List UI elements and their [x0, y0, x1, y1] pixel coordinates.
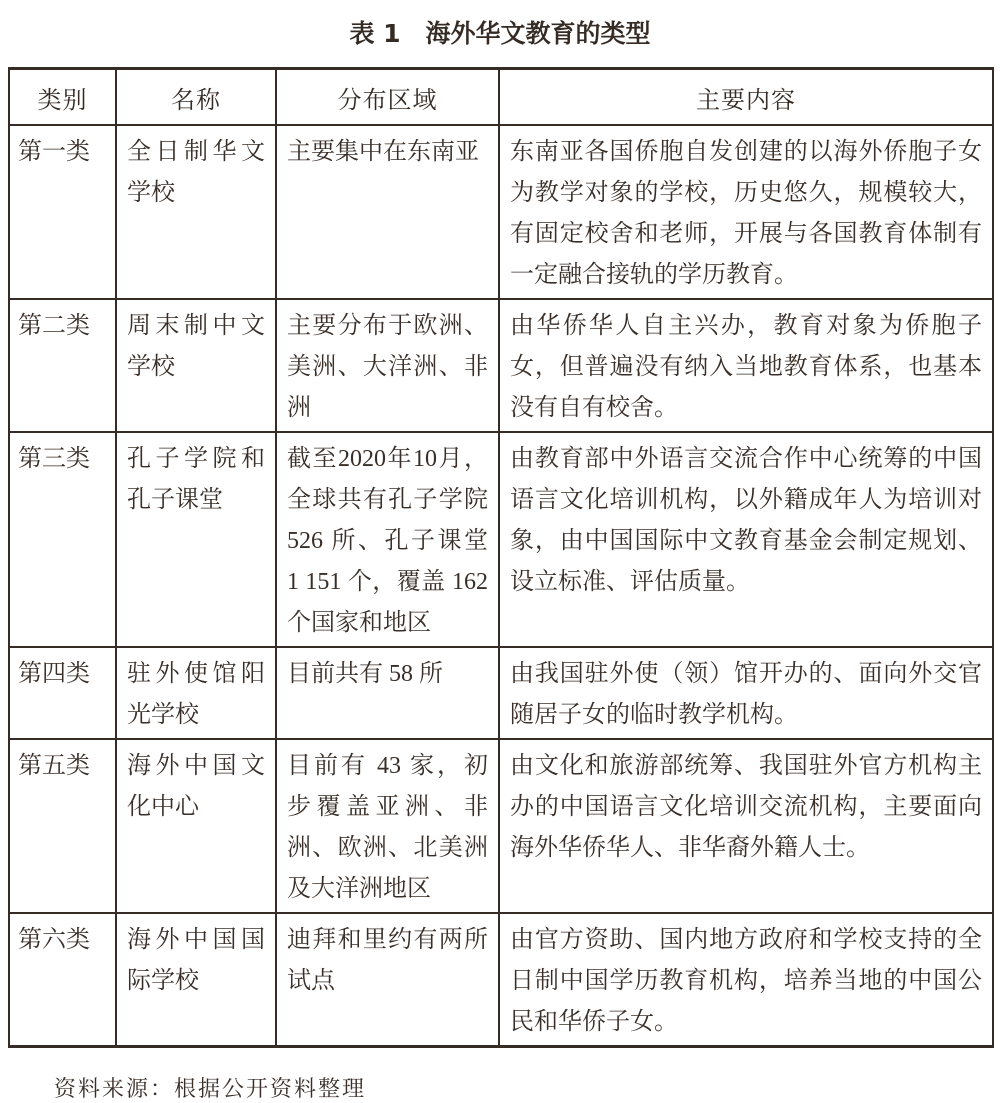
- category-cell: 第四类: [9, 647, 116, 739]
- table-body: [9, 125, 993, 1047]
- name-cell: 海外中国国际学校: [116, 913, 276, 1047]
- content-cell: 东南亚各国侨胞自发创建的以海外侨胞子女为教学对象的学校，历史悠久，规模较大，有固定校舍和老师，开展与各国教育体制有一定融合接轨的学历教育。: [499, 125, 993, 299]
- region-cell: 主要分布于欧洲、美洲、大洋洲、非洲: [276, 299, 499, 432]
- region-cell: 目前有 43 家，初步覆盖亚洲、非洲、欧洲、北美洲及大洋洲地区: [276, 739, 499, 913]
- header-content: 主要内容: [499, 69, 993, 126]
- table-row: [9, 647, 993, 739]
- table-header: [9, 69, 993, 126]
- category-cell: 第二类: [9, 299, 116, 432]
- content-cell: 由教育部中外语言交流合作中心统筹的中国语言文化培训机构，以外籍成年人为培训对象，由中国国际中文教育基金会制定规划、设立标准、评估质量。: [499, 432, 993, 647]
- header-name: 名称: [116, 69, 276, 126]
- name-cell: 孔子学院和孔子课堂: [116, 432, 276, 647]
- content-cell: 由华侨华人自主兴办，教育对象为侨胞子女，但普遍没有纳入当地教育体系，也基本没有自有校舍。: [499, 299, 993, 432]
- table-row: [9, 299, 993, 432]
- table-row: [9, 739, 993, 913]
- education-types-table: [8, 67, 994, 1048]
- category-cell: 第三类: [9, 432, 116, 647]
- category-cell: 第一类: [9, 125, 116, 299]
- source-note: 资料来源：根据公开资料整理: [54, 1076, 367, 1101]
- table-row: [9, 913, 993, 1047]
- table-title: 表 1 海外华文教育的类型: [349, 19, 651, 48]
- content-cell: 由我国驻外使（领）馆开办的、面向外交官随居子女的临时教学机构。: [499, 647, 993, 739]
- table-row: [9, 432, 993, 647]
- name-cell: 海外中国文化中心: [116, 739, 276, 913]
- region-cell: 主要集中在东南亚: [276, 125, 499, 299]
- content-cell: 由文化和旅游部统筹、我国驻外官方机构主办的中国语言文化培训交流机构，主要面向海外华侨华人、非华裔外籍人士。: [499, 739, 993, 913]
- header-row: [9, 69, 993, 126]
- name-cell: 全日制华文学校: [116, 125, 276, 299]
- header-category: 类别: [9, 69, 116, 126]
- category-cell: 第五类: [9, 739, 116, 913]
- region-cell: 目前共有 58 所: [276, 647, 499, 739]
- name-cell: 驻外使馆阳光学校: [116, 647, 276, 739]
- content-cell: 由官方资助、国内地方政府和学校支持的全日制中国学历教育机构，培养当地的中国公民和华侨子女。: [499, 913, 993, 1047]
- name-cell: 周末制中文学校: [116, 299, 276, 432]
- region-cell: 迪拜和里约有两所试点: [276, 913, 499, 1047]
- region-cell: 截至2020年10月，全球共有孔子学院 526 所、孔子课堂 1 151 个，覆盖 162 个国家和地区: [276, 432, 499, 647]
- table-row: [9, 125, 993, 299]
- header-region: 分布区域: [276, 69, 499, 126]
- category-cell: 第六类: [9, 913, 116, 1047]
